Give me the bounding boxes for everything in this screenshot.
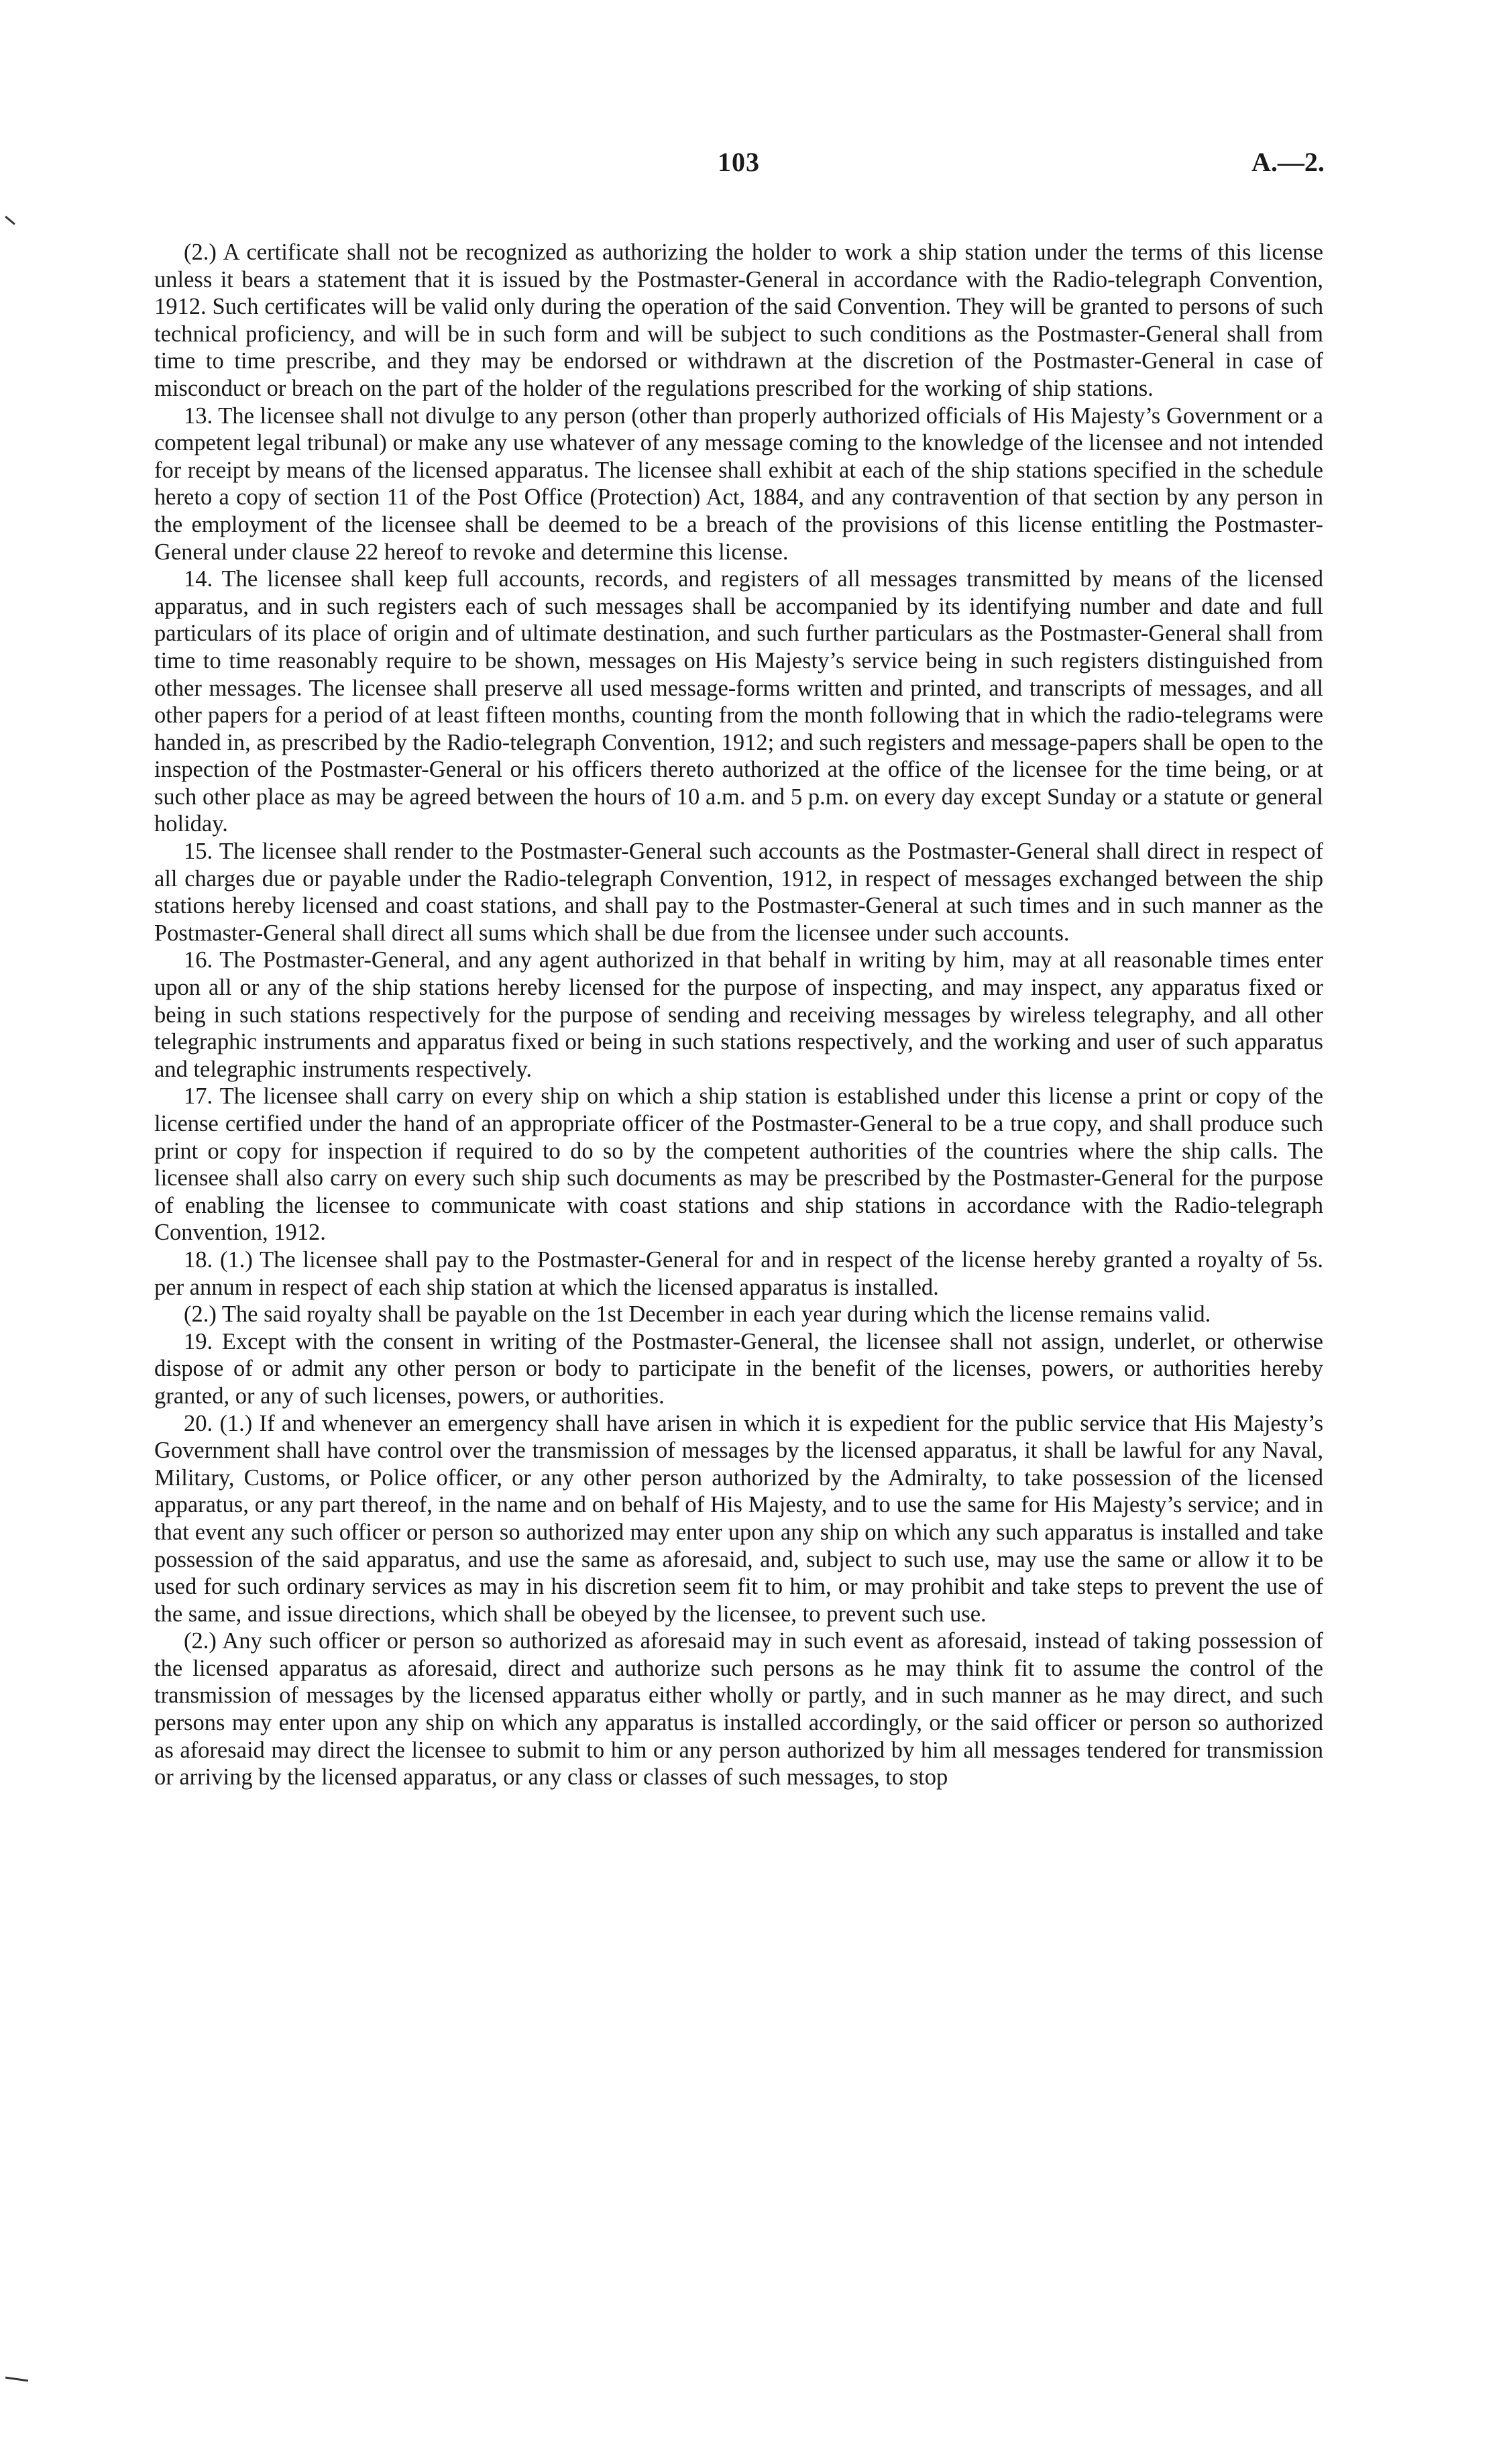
document-body	[154, 239, 1323, 1791]
clause-20-1: 20. (1.) If and whenever an emergency shall have arisen in which it is expedient for the public service that His Majesty’s Government shall have control over the transmission of messages by the licensed apparatus, it shall be lawful for any Naval, Military, Customs, or Police officer, or any other person authorized by the Admiralty, to take possession of the licensed apparatus, or any part thereof, in the name and on behalf of His Majesty, and to use the same for His Majesty’s service; and in that event any such officer or person so authorized may enter upon any ship on which any such apparatus is installed and take possession of the said apparatus, and use the same as aforesaid, and, subject to such use, may use the same or allow it to be used for such ordinary services as may in his discretion seem fit to him, or may prohibit and take steps to prevent the use of the same, and issue directions, which shall be obeyed by the licensee, to prevent such use.	[154, 1410, 1323, 1627]
document-reference: A.—2.	[1251, 147, 1325, 177]
clause-14: 14. The licensee shall keep full accounts, records, and registers of all messages transmitted by means of the licensed apparatus, and in such registers each of such messages shall be accompanied by its identifying number and date and full particulars of its place of origin and of ultimate destination, and such further particulars as the Postmaster-General shall from time to time reasonably require to be shown, messages on His Majesty’s service being in such registers distinguished from other messages. The licensee shall preserve all used message-forms written and printed, and transcripts of messages, and all other papers for a period of at least fifteen months, counting from the month following that in which the radio-telegrams were handed in, as prescribed by the Radio-telegraph Convention, 1912; and such registers and message-papers shall be open to the inspection of the Postmaster-General or his officers thereto authorized at the office of the licensee for the time being, or at such other place as may be agreed between the hours of 10 a.m. and 5 p.m. on every day except Sunday or a statute or general holiday.	[154, 566, 1323, 837]
page-header	[0, 146, 1505, 193]
clause-17: 17. The licensee shall carry on every ship on which a ship station is established under this license a print or copy of the license certified under the hand of an appropriate officer of the Postmaster-General to be a true copy, and shall produce such print or copy for inspection if required to do so by the competent authorities of the countries where the ship calls. The licensee shall also carry on every such ship such documents as may be prescribed by the Postmaster-General for the purpose of enabling the licensee to communicate with coast stations and ship stations in accordance with the Radio-telegraph Convention, 1912.	[154, 1083, 1323, 1246]
clause-18-1: 18. (1.) The licensee shall pay to the Postmaster-General for and in respect of the license hereby granted a royalty of 5s. per annum in respect of each ship station at which the licensed apparatus is installed.	[154, 1246, 1323, 1300]
page-number: 103	[718, 147, 760, 177]
margin-mark	[5, 2377, 28, 2382]
paragraph-12-2: (2.) A certificate shall not be recognized as authorizing the holder to work a ship station under the terms of this license unless it bears a statement that it is issued by the Postmaster-General in accordance with the Radio-telegraph Convention, 1912. Such certificates will be valid only during the operation of the said Convention. They will be granted to persons of such technical proficiency, and will be in such form and will be subject to such conditions as the Postmaster-General shall from time to time prescribe, and they may be endorsed or withdrawn at the discretion of the Postmaster-General in case of misconduct or breach on the part of the holder of the regulations prescribed for the working of ship stations.	[154, 239, 1323, 401]
clause-19: 19. Except with the consent in writing of the Postmaster-General, the licensee shall not assign, underlet, or otherwise dispose of or admit any other person or body to participate in the benefit of the licenses, powers, or authorities hereby granted, or any of such licenses, powers, or authorities.	[154, 1328, 1323, 1409]
clause-13: 13. The licensee shall not divulge to any person (other than properly authorized officials of His Majesty’s Government or a competent legal tribunal) or make any use whatever of any message coming to the knowledge of the licensee and not intended for receipt by means of the licensed apparatus. The licensee shall exhibit at each of the ship stations specified in the schedule hereto a copy of section 11 of the Post Office (Protection) Act, 1884, and any contravention of that section by any person in the employment of the licensee shall be deemed to be a breach of the provisions of this license entitling the Postmaster-General under clause 22 hereof to revoke and determine this license.	[154, 403, 1323, 565]
margin-mark	[5, 216, 15, 225]
clause-18-2: (2.) The said royalty shall be payable on the 1st December in each year during which the license remains valid.	[184, 1301, 1211, 1328]
clause-15: 15. The licensee shall render to the Postmaster-General such accounts as the Postmaster-General shall direct in respect of all charges due or payable under the Radio-telegraph Convention, 1912, in respect of messages exchanged between the ship stations hereby licensed and coast stations, and shall pay to the Postmaster-General at such times and in such manner as the Postmaster-General shall direct all sums which shall be due from the licensee under such accounts.	[154, 839, 1323, 946]
clause-20-2: (2.) Any such officer or person so authorized as aforesaid may in such event as aforesaid, instead of taking possession of the licensed apparatus as aforesaid, direct and authorize such persons as he may think fit to assume the control of the transmission of messages by the licensed apparatus either wholly or partly, and in such manner as he may direct, and such persons may enter upon any ship on which any apparatus is installed accordingly, or the said officer or person so authorized as aforesaid may direct the licensee to submit to him or any person authorized by him all messages tendered for transmission or arriving by the licensed apparatus, or any class or classes of such messages, to stop	[154, 1628, 1323, 1790]
clause-16: 16. The Postmaster-General, and any agent authorized in that behalf in writing by him, may at all reasonable times enter upon all or any of the ship stations hereby licensed for the purpose of inspecting, and may inspect, any apparatus fixed or being in such stations respectively for the purpose of sending and receiving messages by wireless telegraphy, and all other telegraphic instruments and apparatus fixed or being in such stations respectively, and the working and user of such apparatus and telegraphic instruments respectively.	[154, 947, 1323, 1082]
